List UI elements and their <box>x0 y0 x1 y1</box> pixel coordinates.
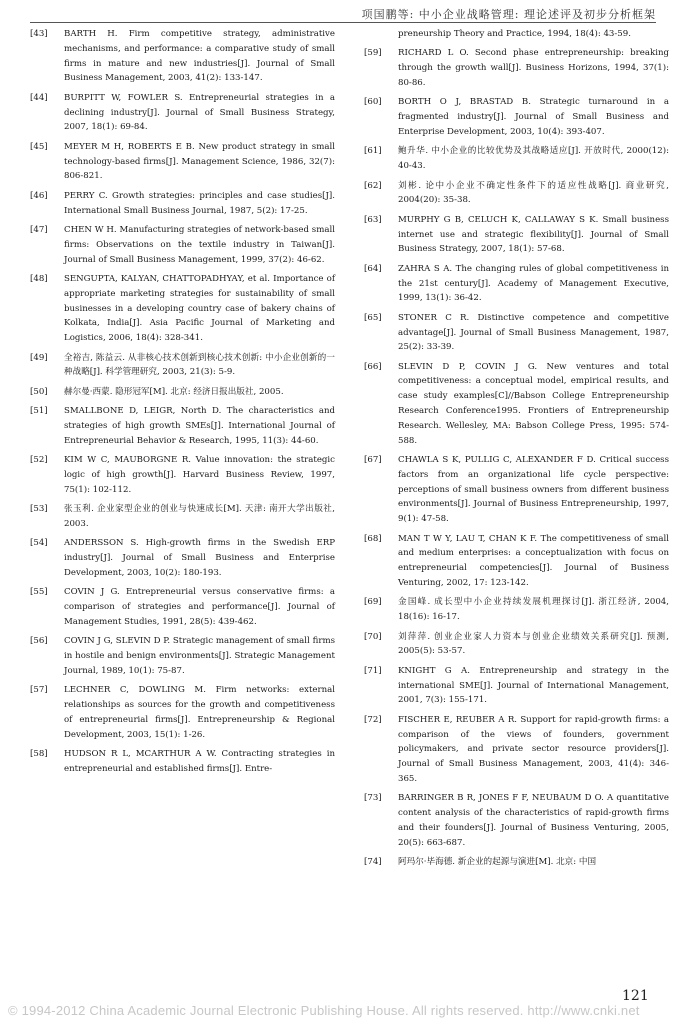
reference-number: [66] <box>364 361 382 372</box>
reference-text: BURPITT W, FOWLER S. Entrepreneurial strategies in a declining industry[J]. Journal of Small Business Strategy, 2007, 18(1): 69-84. <box>64 92 335 133</box>
reference-number: [59] <box>364 48 382 59</box>
reference-number: [60] <box>364 97 382 108</box>
reference-number: [44] <box>30 92 48 103</box>
reference-item <box>364 532 669 591</box>
reference-item <box>364 713 669 787</box>
reference-text: 赫尔曼·西蒙. 隐形冠军[M]. 北京: 经济日报出版社, 2005. <box>64 386 284 397</box>
reference-item <box>364 630 669 660</box>
reference-number: [51] <box>30 406 48 417</box>
reference-number: [63] <box>364 214 382 225</box>
reference-number <box>364 27 398 42</box>
reference-item <box>30 683 335 742</box>
reference-number: [61] <box>364 146 382 157</box>
reference-item <box>30 223 335 267</box>
reference-number: [69] <box>364 597 382 608</box>
reference-item <box>30 585 335 629</box>
reference-text: 全裕吉, 陈益云. 从非核心技术创新到核心技术创新: 中小企业创新的一种战略[J]. 科学管理研究, 2003, 21(3): 5-9. <box>64 352 335 378</box>
reference-number: [70] <box>364 631 382 642</box>
reference-text: MEYER M H, ROBERTS E B. New product strategy in small technology-based firms[J]. Management Science, 1986, 32(7): 806-821. <box>64 141 335 182</box>
header-rule <box>30 22 656 23</box>
reference-number: [73] <box>364 793 382 804</box>
reference-number: [62] <box>364 180 382 191</box>
reference-number: [74] <box>364 857 382 868</box>
reference-item <box>364 46 669 90</box>
reference-text: BARRINGER B R, JONES F F, NEUBAUM D O. A quantitative content analysis of the characteristics of rapid-growth firms and their founders[J]. Journal of Business Venturing, 2005, 20(5): 663-687. <box>398 793 669 848</box>
reference-item <box>364 144 669 174</box>
reference-number: [46] <box>30 190 48 201</box>
reference-column-left <box>30 27 335 777</box>
reference-number: [53] <box>30 504 48 515</box>
reference-number: [57] <box>30 685 48 696</box>
copyright-watermark: © 1994-2012 China Academic Journal Electronic Publishing House. All rights reserved. http://www.cnki.net <box>8 1003 640 1018</box>
reference-text: 张玉利. 企业家型企业的创业与快速成长[M]. 天津: 南开大学出版社, 2003. <box>64 504 335 529</box>
reference-number: [54] <box>30 538 48 549</box>
reference-text: 鲍升华. 中小企业的比较优势及其战略适应[J]. 开放时代, 2000(12): 40-43. <box>398 146 669 172</box>
reference-text: 金国峰. 成长型中小企业持续发展机理探讨[J]. 浙江经济, 2004, 18(16): 16-17. <box>398 597 669 623</box>
reference-item <box>364 855 669 870</box>
reference-item <box>364 213 669 257</box>
reference-item <box>30 747 335 777</box>
reference-number: [50] <box>30 386 48 397</box>
reference-item <box>30 351 335 381</box>
reference-number: [68] <box>364 533 382 544</box>
reference-text: MURPHY G B, CELUCH K, CALLAWAY S K. Small business internet use and strategic flexibility[J]. Journal of Small Business Strategy, 2007, 18(1): 57-68. <box>398 214 669 255</box>
reference-item <box>364 27 669 42</box>
reference-text: 刘彬. 论中小企业不确定性条件下的适应性战略[J]. 商业研究, 2004(20): 35-38. <box>398 180 669 206</box>
reference-item <box>30 634 335 678</box>
reference-text: MAN T W Y, LAU T, CHAN K F. The competitiveness of small and medium enterprises: a conceptualization with focus on entrepreneurial competencies[J]. Journal of Business Venturing, 2002, 17: 123-142. <box>398 533 669 589</box>
reference-number: [55] <box>30 587 48 598</box>
reference-item <box>30 404 335 448</box>
reference-text: SLEVIN D P, COVIN J G. New ventures and total competitiveness: a conceptual model, empirical results, and case study examples[C]//Babson College Entrepreneurship Research Conference1995. Frontiers of Entrepreneurship Research. Wellesley, MA: Babson College Press, 1995: 574-588. <box>398 361 669 446</box>
reference-text: 刘萍萍. 创业企业家人力资本与创业企业绩效关系研究[J]. 预测, 2005(5): 53-57. <box>398 631 669 657</box>
reference-item <box>364 360 669 449</box>
reference-text: COVIN J G, SLEVIN D P. Strategic management of small firms in hostile and benign environments[J]. Strategic Management Journal, 1989, 10(1): 75-87. <box>64 636 335 676</box>
reference-item <box>30 385 335 400</box>
reference-text: SENGUPTA, KALYAN, CHATTOPADHYAY, et al. Importance of appropriate marketing strategies for sustainability of small businesses in a developing country case of bakery chains of Kolkata, India[J]. Asia Pacific Journal of Marketing and Logistics, 2006, 18(4): 328-341. <box>64 273 335 344</box>
reference-text: CHEN W H. Manufacturing strategies of network-based small firms: Observations on the textile industry in Taiwan[J]. Journal of Small Business Management, 1999, 37(2): 46-62. <box>64 224 335 265</box>
reference-text: ZAHRA S A. The changing rules of global competitiveness in the 21st century[J]. Academy of Management Executive, 1999, 13(1): 36-42. <box>398 263 669 304</box>
reference-number: [43] <box>30 29 48 39</box>
reference-number: [58] <box>30 748 48 759</box>
reference-text: BORTH O J, BRASTAD B. Strategic turnaround in a fragmented industry[J]. Journal of Small Business and Enterprise Development, 2003, 10(4): 393-407. <box>398 97 669 137</box>
reference-number: [56] <box>30 636 48 647</box>
reference-item <box>30 189 335 219</box>
reference-text: KIM W C, MAUBORGNE R. Value innovation: the strategic logic of high growth[J]. Harvard Business Review, 1997, 75(1): 102-112. <box>64 455 335 495</box>
reference-text: SMALLBONE D, LEIGR, North D. The characteristics and strategies of high growth SMEs[J]. International Journal of Entrepreneurial Behavior & Research, 1995, 11(3): 44-60. <box>64 406 335 446</box>
reference-item <box>30 502 335 532</box>
reference-number: [47] <box>30 224 48 235</box>
reference-number: [45] <box>30 141 48 152</box>
reference-text: HUDSON R L, MCARTHUR A W. Contracting strategies in entrepreneurial and established firms[J]. Entre- <box>64 748 335 774</box>
reference-text: 阿玛尔·毕海德. 新企业的起源与演进[M]. 北京: 中国 <box>398 857 597 868</box>
reference-number: [71] <box>364 665 382 676</box>
reference-item <box>364 453 669 527</box>
reference-number: [48] <box>30 273 48 284</box>
reference-number: [65] <box>364 312 382 323</box>
reference-item <box>364 664 669 708</box>
page-number: 121 <box>622 988 649 1004</box>
reference-number: [72] <box>364 714 382 725</box>
reference-item <box>30 140 335 184</box>
reference-item <box>364 595 669 625</box>
reference-item <box>30 453 335 497</box>
reference-item <box>364 262 669 306</box>
reference-item <box>364 311 669 355</box>
reference-text: CHAWLA S K, PULLIG C, ALEXANDER F D. Critical success factors from an organizational life cycle perspective: perceptions of small business owners from different business environments[J]. Journal of Business Entrepreneurship, 1997, 9(1): 47-58. <box>398 455 669 525</box>
reference-item <box>30 27 335 86</box>
reference-number: [49] <box>30 352 48 363</box>
reference-number: [64] <box>364 263 382 274</box>
reference-number: [67] <box>364 455 382 466</box>
reference-text: RICHARD L O. Second phase entrepreneurship: breaking through the growth wall[J]. Business Horizons, 1994, 37(1): 80-86. <box>398 48 669 88</box>
reference-item <box>364 95 669 139</box>
reference-text: PERRY C. Growth strategies: principles and case studies[J]. International Small Business Journal, 1987, 5(2): 17-25. <box>64 190 335 216</box>
reference-item <box>364 791 669 850</box>
reference-text: preneurship Theory and Practice, 1994, 18(4): 43-59. <box>398 29 631 39</box>
reference-item <box>30 91 335 135</box>
reference-item <box>30 272 335 346</box>
reference-text: STONER C R. Distinctive competence and competitive advantage[J]. Journal of Small Business Management, 1987, 25(2): 33-39. <box>398 312 669 353</box>
reference-text: LECHNER C, DOWLING M. Firm networks: external relationships as sources for the growth and competitiveness of entrepreneurial firms[J]. Entrepreneurship & Regional Development, 2003, 15(1): 1-26. <box>64 685 335 740</box>
reference-text: FISCHER E, REUBER A R. Support for rapid-growth firms: a comparison of the views of founders, government policymakers, and private sector resource providers[J]. Journal of Small Business Management, 2003, 41(4): 346-365. <box>398 714 669 784</box>
reference-text: ANDERSSON S. High-growth firms in the Swedish ERP industry[J]. Journal of Small Business and Enterprise Development, 2003, 10(2): 180-193. <box>64 538 335 578</box>
reference-text: COVIN J G. Entrepreneurial versus conservative firms: a comparison of strategies and performance[J]. Journal of Management Studies, 1991, 28(5): 439-462. <box>64 587 335 627</box>
reference-item <box>364 179 669 209</box>
reference-text: BARTH H. Firm competitive strategy, administrative mechanisms, and performance: a comparative study of small firms in mature and new industries[J]. Journal of Small Business Management, 2003, 41(2): 133-147. <box>64 29 335 84</box>
reference-item <box>30 536 335 580</box>
running-header: 项国鹏等: 中小企业战略管理: 理论述评及初步分析框架 <box>361 8 656 21</box>
reference-text: KNIGHT G A. Entrepreneurship and strategy in the international SME[J]. Journal of International Management, 2001, 7(3): 155-171. <box>398 665 669 706</box>
reference-column-right <box>364 27 669 870</box>
reference-number: [52] <box>30 455 48 466</box>
